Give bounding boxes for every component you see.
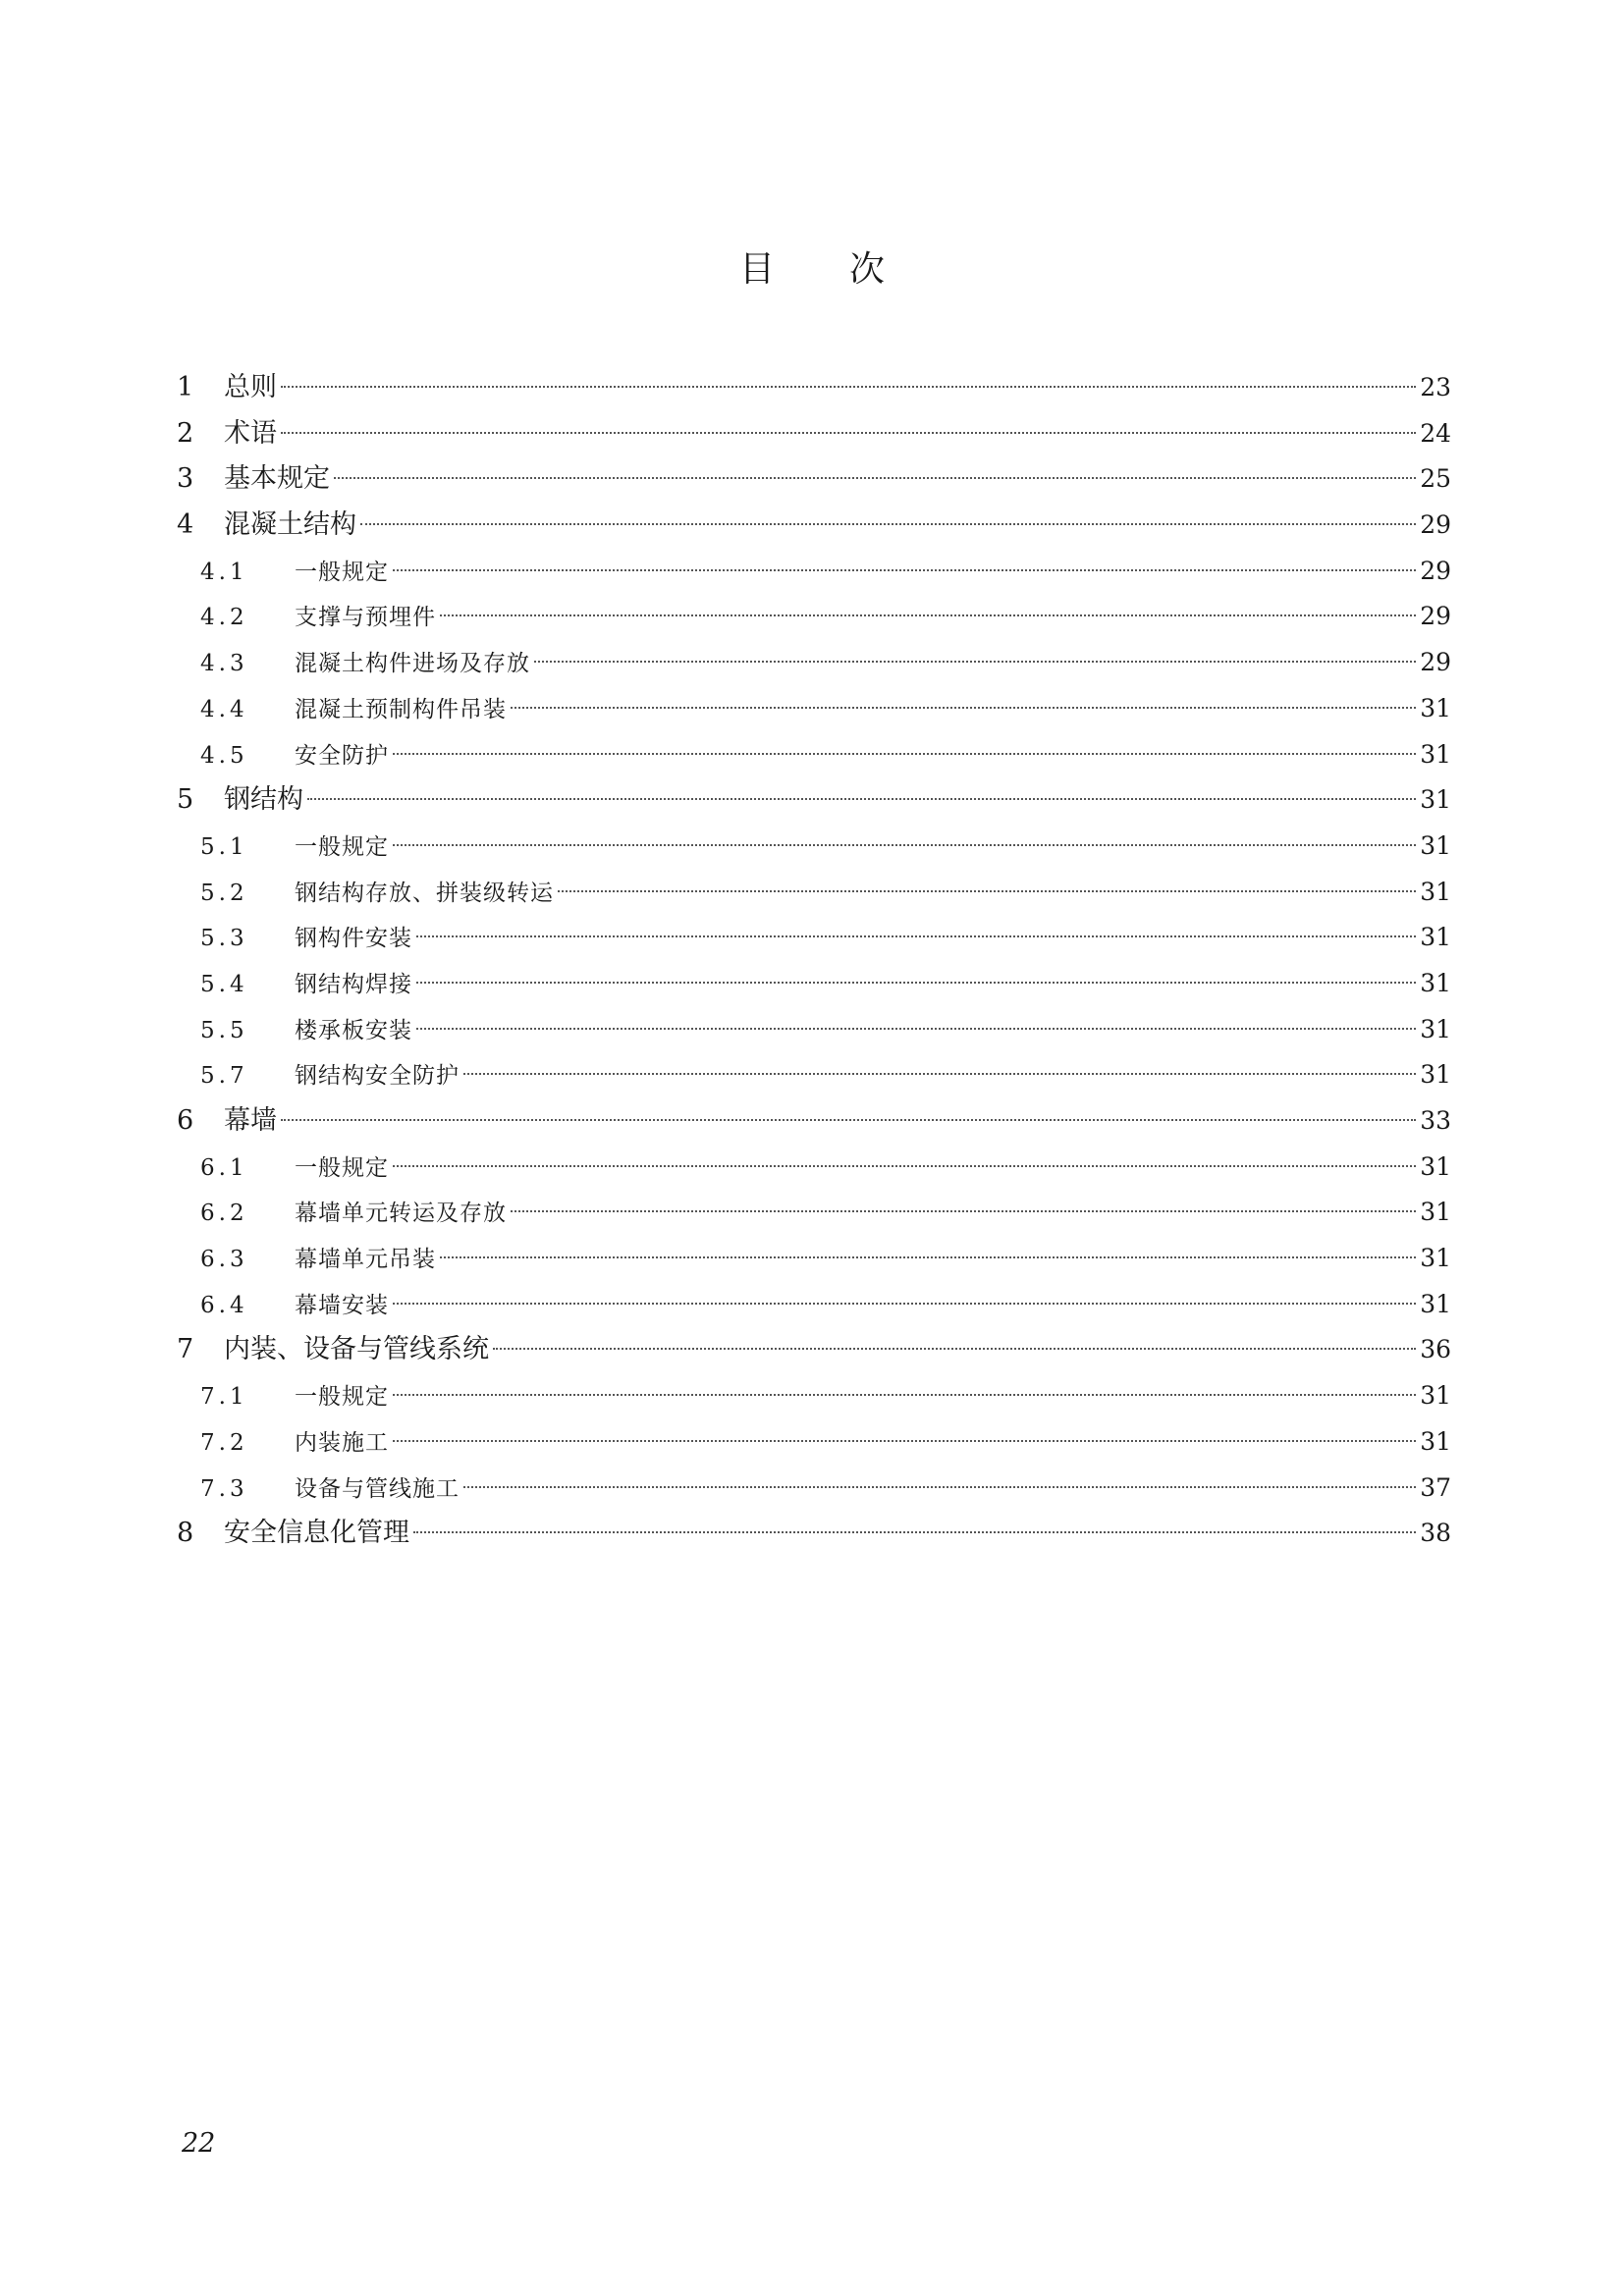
toc-section-entry[interactable] — [177, 732, 1451, 778]
toc-section-entry[interactable] — [177, 594, 1451, 640]
toc-entry-page: 37 — [1420, 1472, 1451, 1502]
toc-entry-page: 31 — [1420, 739, 1451, 769]
toc-entry-page: 31 — [1420, 1014, 1451, 1043]
toc-entry-page: 31 — [1420, 1060, 1451, 1090]
toc-entry-title: 钢构件安装 — [295, 926, 412, 952]
toc-entry-number: 4.1 — [200, 559, 248, 585]
toc-entry-title: 总则 — [224, 372, 277, 402]
toc-entry-number: 6.3 — [200, 1247, 248, 1273]
toc-entry-page: 31 — [1420, 1244, 1451, 1273]
toc-section-entry[interactable] — [177, 640, 1451, 686]
toc-entry-number: 6.4 — [200, 1292, 248, 1318]
toc-entry-page: 31 — [1420, 968, 1451, 997]
toc-entry-number: 5.5 — [200, 1017, 248, 1043]
toc-section-entry[interactable] — [177, 1466, 1451, 1512]
toc-entry-page: 31 — [1420, 830, 1451, 860]
toc-entry-page: 31 — [1420, 1198, 1451, 1227]
toc-chapter-entry[interactable] — [177, 1327, 1451, 1373]
toc-entry-title: 混凝土预制构件吊装 — [295, 696, 507, 722]
toc-entry-number: 5.4 — [200, 971, 248, 997]
toc-entry-page: 31 — [1420, 1289, 1451, 1318]
toc-entry-page: 29 — [1420, 648, 1451, 677]
toc-entry-number: 5.2 — [200, 880, 248, 906]
toc-entry-title: 幕墙安装 — [295, 1292, 389, 1318]
toc-dot-leader — [416, 935, 1416, 937]
toc-dot-leader — [440, 614, 1416, 616]
toc-entry-title: 钢结构焊接 — [295, 971, 412, 997]
toc-entry-title: 钢结构存放、拼装级转运 — [295, 880, 554, 906]
toc-entry-title: 混凝土结构 — [224, 509, 356, 541]
toc-section-entry[interactable] — [177, 870, 1451, 916]
toc-entry-number: 7 — [177, 1334, 194, 1365]
toc-entry-number: 8 — [177, 1518, 194, 1549]
toc-entry-number: 5.1 — [200, 833, 248, 860]
toc-dot-leader — [334, 477, 1416, 479]
toc-section-entry[interactable] — [177, 1190, 1451, 1236]
toc-entry-number: 4.2 — [200, 605, 248, 631]
toc-entry-number: 3 — [177, 463, 194, 495]
toc-entry-page: 31 — [1420, 693, 1451, 722]
page-title-part1: 目 — [738, 249, 775, 290]
toc-entry-number: 6 — [177, 1105, 194, 1136]
toc-entry-title: 钢结构安全防护 — [295, 1063, 460, 1090]
toc-chapter-entry[interactable] — [177, 456, 1451, 503]
toc-entry-title: 一般规定 — [295, 833, 389, 860]
toc-entry-page: 29 — [1420, 510, 1451, 540]
toc-entry-page: 29 — [1420, 556, 1451, 585]
toc-entry-title: 内装施工 — [295, 1429, 389, 1456]
toc-entry-title: 幕墙 — [224, 1105, 277, 1136]
toc-entry-title: 支撑与预埋件 — [295, 605, 436, 631]
toc-entry-number: 4.3 — [200, 651, 248, 677]
toc-dot-leader — [393, 753, 1416, 755]
toc-dot-leader — [463, 1073, 1416, 1075]
toc-dot-leader — [393, 1303, 1416, 1305]
toc-entry-page: 23 — [1420, 373, 1451, 401]
toc-dot-leader — [393, 569, 1416, 571]
toc-entry-number: 7.2 — [200, 1429, 248, 1456]
toc-dot-leader — [281, 432, 1416, 434]
toc-section-entry[interactable] — [177, 1419, 1451, 1466]
toc-section-entry[interactable] — [177, 1145, 1451, 1191]
toc-section-entry[interactable] — [177, 915, 1451, 961]
toc-dot-leader — [416, 982, 1416, 984]
toc-chapter-entry[interactable] — [177, 503, 1451, 549]
toc-entry-title: 楼承板安装 — [295, 1017, 412, 1043]
toc-entry-number: 6.1 — [200, 1154, 248, 1181]
toc-section-entry[interactable] — [177, 1052, 1451, 1098]
toc-dot-leader — [511, 1210, 1416, 1212]
toc-entry-number: 7.1 — [200, 1384, 248, 1411]
toc-dot-leader — [360, 523, 1416, 525]
toc-section-entry[interactable] — [177, 1007, 1451, 1053]
toc-entry-number: 1 — [177, 372, 194, 402]
toc-entry-title: 内装、设备与管线系统 — [224, 1334, 489, 1365]
toc-entry-page: 29 — [1420, 602, 1451, 631]
toc-entry-title: 混凝土构件进场及存放 — [295, 651, 530, 677]
toc-entry-number: 5.3 — [200, 926, 248, 952]
toc-dot-leader — [416, 1028, 1416, 1030]
toc-entry-page: 31 — [1420, 1381, 1451, 1411]
toc-entry-page: 31 — [1420, 1426, 1451, 1456]
toc-entry-title: 钢结构 — [224, 784, 303, 816]
toc-entry-page: 31 — [1420, 785, 1451, 815]
toc-entry-page: 25 — [1420, 464, 1451, 494]
toc-entry-number: 5 — [177, 784, 194, 816]
toc-entry-title: 一般规定 — [295, 1384, 389, 1411]
toc-dot-leader — [493, 1348, 1416, 1350]
toc-dot-leader — [440, 1256, 1416, 1258]
page-title — [0, 241, 1624, 292]
toc-entry-number: 4.4 — [200, 696, 248, 722]
toc-chapter-entry[interactable] — [177, 1511, 1451, 1557]
toc-entry-number: 2 — [177, 417, 194, 449]
toc-dot-leader — [281, 1119, 1416, 1121]
toc-entry-title: 一般规定 — [295, 559, 389, 585]
toc-chapter-entry[interactable] — [177, 777, 1451, 824]
table-of-contents — [177, 365, 1451, 1557]
toc-entry-page: 31 — [1420, 877, 1451, 906]
toc-entry-number: 4.5 — [200, 742, 248, 769]
toc-entry-title: 幕墙单元转运及存放 — [295, 1201, 507, 1227]
toc-entry-page: 38 — [1420, 1519, 1451, 1548]
toc-section-entry[interactable] — [177, 824, 1451, 870]
toc-section-entry[interactable] — [177, 686, 1451, 732]
toc-entry-page: 36 — [1420, 1335, 1451, 1364]
toc-chapter-entry[interactable] — [177, 1098, 1451, 1145]
toc-entry-page: 33 — [1420, 1106, 1451, 1135]
toc-entry-page: 31 — [1420, 923, 1451, 952]
toc-chapter-entry[interactable] — [177, 411, 1451, 457]
toc-entry-title: 术语 — [224, 417, 277, 449]
toc-entry-title: 安全信息化管理 — [224, 1518, 409, 1549]
toc-dot-leader — [463, 1486, 1416, 1488]
toc-dot-leader — [393, 1394, 1416, 1396]
toc-dot-leader — [511, 707, 1416, 709]
toc-entry-page: 24 — [1420, 418, 1451, 448]
toc-dot-leader — [558, 890, 1416, 892]
toc-entry-title: 设备与管线施工 — [295, 1475, 460, 1502]
toc-section-entry[interactable] — [177, 549, 1451, 595]
toc-dot-leader — [534, 661, 1416, 663]
toc-section-entry[interactable] — [177, 1282, 1451, 1328]
page-title-part2: 次 — [849, 249, 886, 290]
toc-entry-number: 4 — [177, 509, 194, 541]
toc-section-entry[interactable] — [177, 961, 1451, 1007]
toc-entry-page: 31 — [1420, 1151, 1451, 1181]
toc-dot-leader — [393, 844, 1416, 846]
toc-dot-leader — [281, 386, 1416, 388]
toc-dot-leader — [393, 1440, 1416, 1442]
toc-chapter-entry[interactable] — [177, 365, 1451, 411]
toc-dot-leader — [393, 1165, 1416, 1167]
page-number: 22 — [182, 2128, 216, 2159]
toc-entry-title: 基本规定 — [224, 463, 330, 495]
toc-dot-leader — [413, 1531, 1416, 1533]
toc-entry-number: 5.7 — [200, 1063, 248, 1090]
toc-entry-title: 一般规定 — [295, 1154, 389, 1181]
toc-entry-title: 安全防护 — [295, 742, 389, 769]
toc-entry-number: 6.2 — [200, 1201, 248, 1227]
toc-entry-number: 7.3 — [200, 1475, 248, 1502]
toc-entry-title: 幕墙单元吊装 — [295, 1247, 436, 1273]
toc-section-entry[interactable] — [177, 1236, 1451, 1282]
toc-dot-leader — [307, 798, 1416, 800]
toc-section-entry[interactable] — [177, 1373, 1451, 1419]
